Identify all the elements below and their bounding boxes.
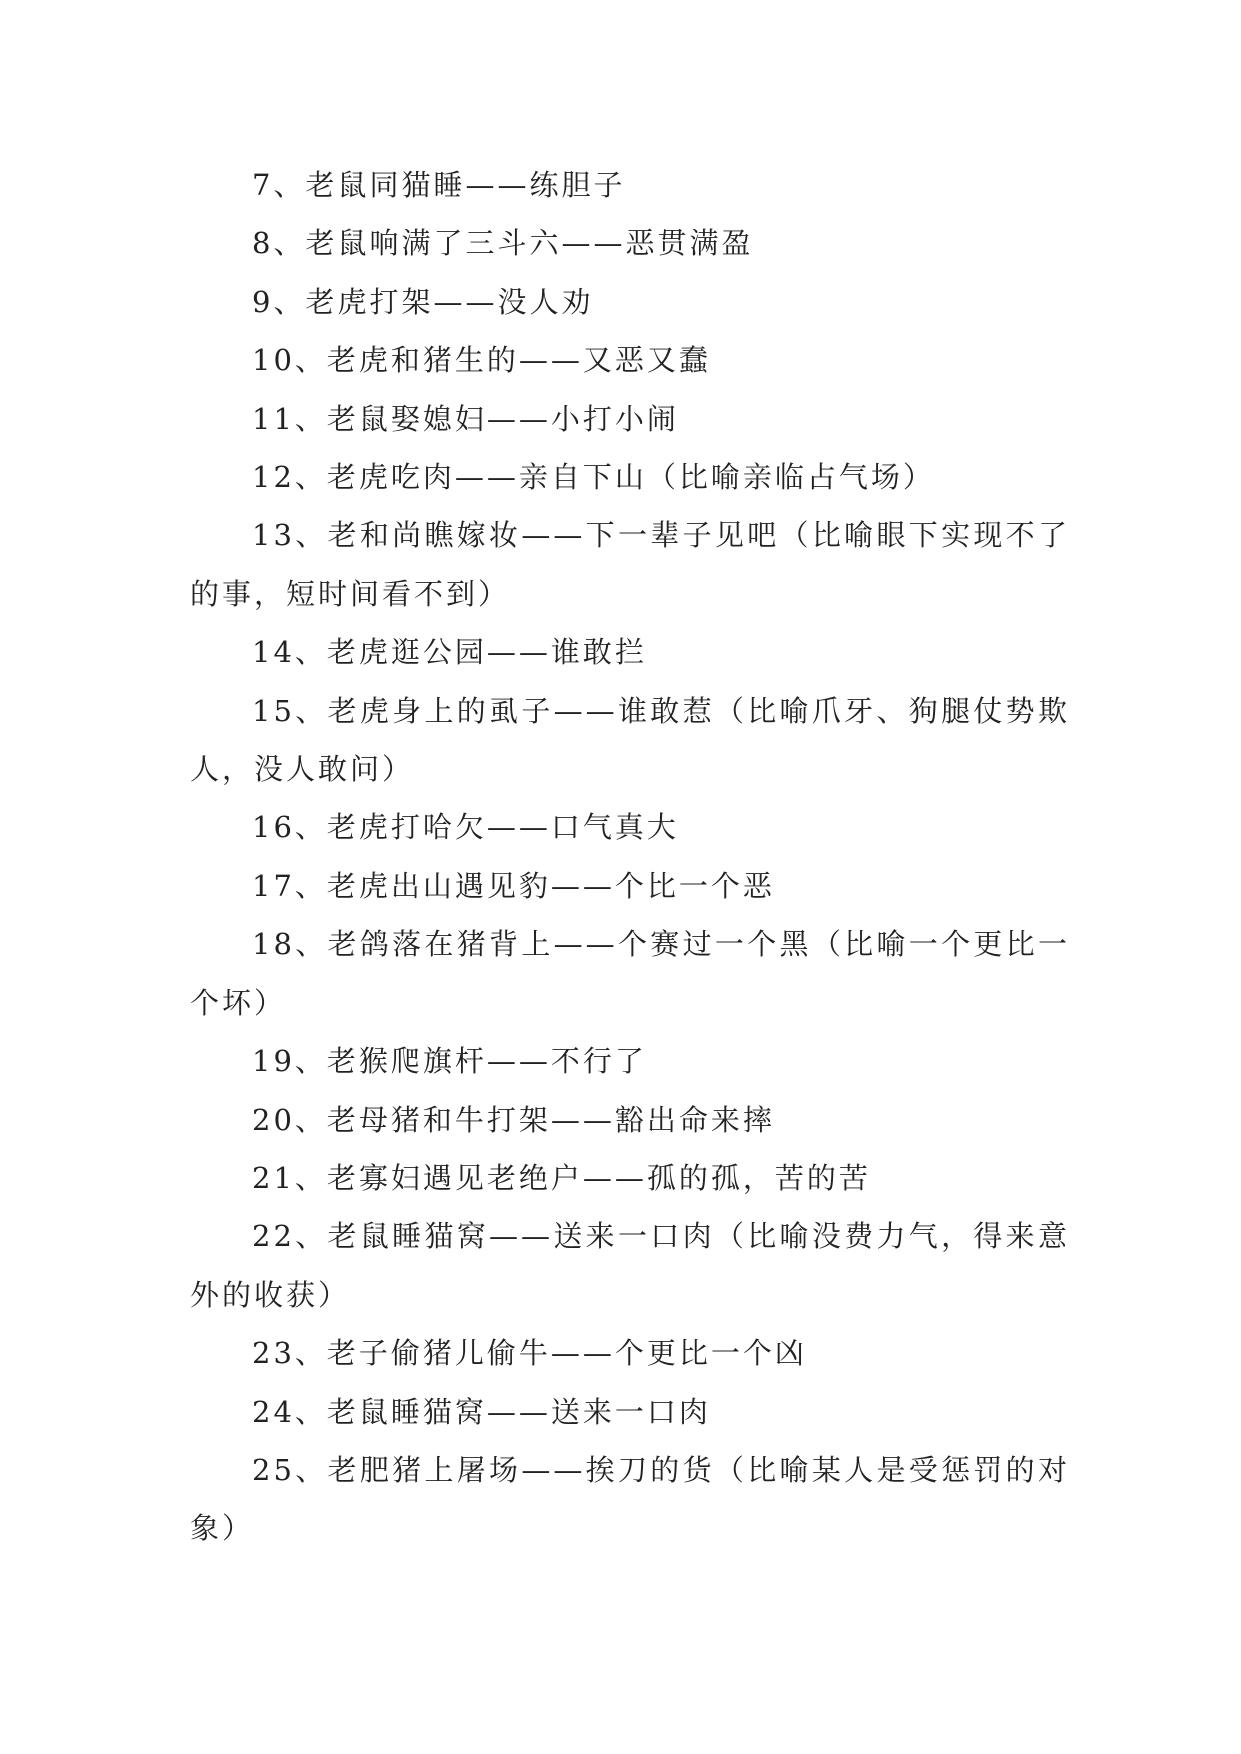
list-item: 19、老猴爬旗杆——不行了 <box>252 1044 647 1079</box>
list-item: 21、老寡妇遇见老绝户——孤的孤，苦的苦 <box>252 1160 871 1195</box>
list-item: 12、老虎吃肉——亲自下山（比喻亲临占气场） <box>252 460 935 495</box>
list-item: 20、老母猪和牛打架——豁出命来摔 <box>252 1102 775 1137</box>
list-item: 17、老虎出山遇见豹——个比一个恶 <box>252 868 775 903</box>
list-item: 11、老鼠娶媳妇——小打小闹 <box>252 401 679 436</box>
list-item: 15、老虎身上的虱子——谁敢惹（比喻爪牙、狗腿仗势欺人，没人敢问） <box>190 693 1070 787</box>
list-item: 13、老和尚瞧嫁妆——下一辈子见吧（比喻眼下实现不了的事，短时间看不到） <box>190 518 1070 611</box>
list-item: 24、老鼠睡猫窝——送来一口肉 <box>252 1394 711 1429</box>
entry-list <box>190 156 1070 1558</box>
list-item: 22、老鼠睡猫窝——送来一口肉（比喻没费力气，得来意外的收获） <box>190 1219 1070 1312</box>
list-item: 7、老鼠同猫睡——练胆子 <box>252 168 626 202</box>
list-item: 8、老鼠响满了三斗六——恶贯满盈 <box>252 226 754 261</box>
list-item: 9、老虎打架——没人劝 <box>252 284 594 319</box>
list-item: 14、老虎逛公园——谁敢拦 <box>252 635 647 670</box>
list-item: 23、老子偷猪儿偷牛——个更比一个凶 <box>252 1336 807 1371</box>
list-item: 10、老虎和猪生的——又恶又蠢 <box>252 343 711 378</box>
list-item: 25、老肥猪上屠场——挨刀的货（比喻某人是受惩罚的对象） <box>190 1452 1070 1546</box>
list-item: 18、老鸽落在猪背上——个赛过一个黑（比喻一个更比一个坏） <box>190 927 1070 1020</box>
list-item: 16、老虎打哈欠——口气真大 <box>252 810 679 845</box>
